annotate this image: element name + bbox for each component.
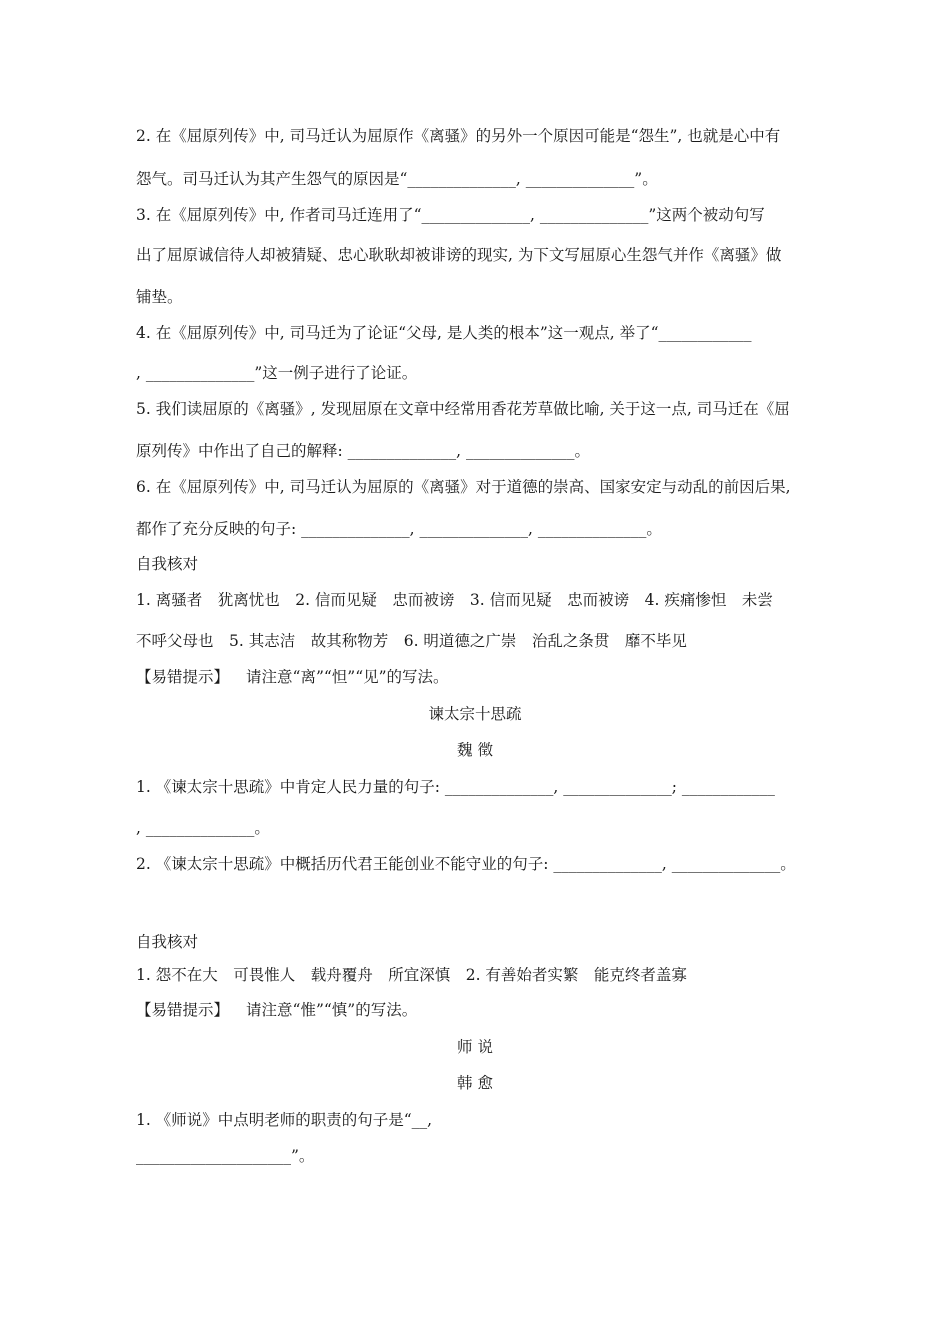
- s2-q1-line-1: 1. 《谏太宗十思疏》中肯定人民力量的句子: ______________, ______________; ____________: [136, 778, 775, 796]
- s2-answers-line-1: 1. 怨不在大 可畏惟人 载舟覆舟 所宜深慎 2. 有善始者实繁 能克终者盖寡: [136, 966, 687, 984]
- section-author: 魏 徵: [457, 741, 493, 759]
- error-tip: [136, 666, 818, 688]
- q2-line-1: 2. 在《屈原列传》中, 司马迁认为屈原作《离骚》的另外一个原因可能是“怨生”, 也就是心中有: [136, 127, 781, 145]
- s2-q1-line-2: , ______________。: [136, 819, 270, 837]
- error-tip-text: 请注意“离”“怛”“见”的写法。: [246, 668, 449, 686]
- s2-self-check-title: 自我核对: [136, 933, 199, 951]
- self-check-title: 自我核对: [136, 555, 199, 573]
- s2-error-tip: [136, 999, 818, 1021]
- s2-error-tip-text: 请注意“惟”“慎”的写法。: [246, 1001, 418, 1019]
- q4-line-2: , ______________”这一例子进行了论证。: [136, 364, 418, 382]
- error-tip-label: 【易错提示】: [136, 668, 230, 686]
- q6-line-2: 都作了充分反映的句子: ______________, ______________, ______________。: [136, 520, 662, 538]
- s2-error-tip-label: 【易错提示】: [136, 1001, 230, 1019]
- s3-q1-line-2: ____________________”。: [136, 1147, 315, 1165]
- q3-line-3: 铺垫。: [136, 288, 183, 306]
- section-title: 谏太宗十思疏: [428, 705, 522, 723]
- s2-q2-line-1: 2. 《谏太宗十思疏》中概括历代君王能创业不能守业的句子: ______________, ______________。: [136, 855, 796, 873]
- s3-q1-line-1: 1. 《师说》中点明老师的职责的句子是“__,: [136, 1111, 433, 1129]
- s3-author: 韩 愈: [457, 1074, 493, 1092]
- q2-line-2: 怨气。司马迁认为其产生怨气的原因是“______________, ______________”。: [136, 170, 658, 188]
- q3-line-1: 3. 在《屈原列传》中, 作者司马迁连用了“______________, ______________”这两个被动句写: [136, 206, 765, 224]
- q5-line-1: 5. 我们读屈原的《离骚》, 发现屈原在文章中经常用香花芳草做比喻, 关于这一点, 司马迁在《屈: [136, 400, 790, 418]
- answers-line-2: 不呼父母也 5. 其志洁 故其称物芳 6. 明道德之广崇 治乱之条贯 靡不毕见: [136, 632, 687, 650]
- s3-title: 师 说: [457, 1038, 493, 1056]
- answers-line-1: 1. 离骚者 犹离忧也 2. 信而见疑 忠而被谤 3. 信而见疑 忠而被谤 4. 疾痛惨怛 未尝: [136, 591, 773, 609]
- q5-line-2: 原列传》中作出了自己的解释: ______________, ______________。: [136, 442, 591, 460]
- q4-line-1: 4. 在《屈原列传》中, 司马迁为了论证“父母, 是人类的根本”这一观点, 举了“____________: [136, 324, 752, 342]
- q6-line-1: 6. 在《屈原列传》中, 司马迁认为屈原的《离骚》对于道德的崇高、国家安定与动乱的前因后果,: [136, 478, 791, 496]
- q3-line-2: 出了屈原诚信待人却被猜疑、忠心耿耿却被诽谤的现实, 为下文写屈原心生怨气并作《离骚》做: [136, 246, 782, 264]
